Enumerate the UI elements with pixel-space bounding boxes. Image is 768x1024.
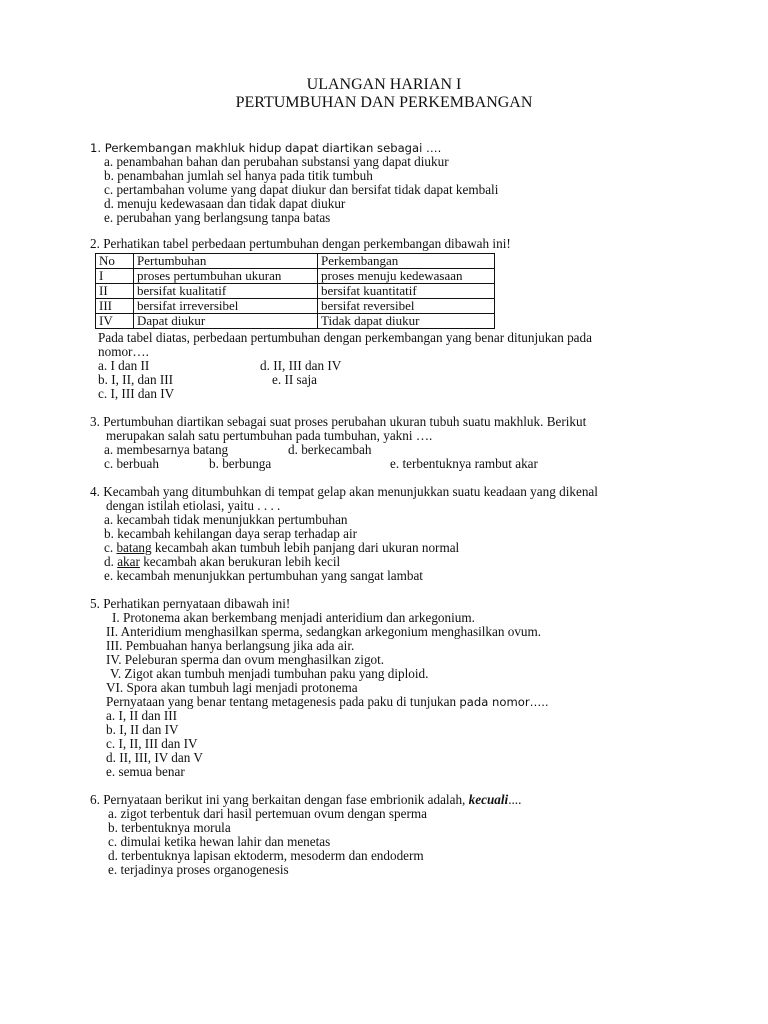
table-cell: Tidak dapat diukur — [318, 314, 495, 329]
option-d: d. menuju kedewasaan dan tidak dapat diukur — [104, 196, 346, 211]
option-e: e. perubahan yang berlangsung tanpa batas — [104, 210, 331, 225]
question-stem — [90, 793, 521, 807]
option-b: b. penambahan jumlah sel hanya pada titik tumbuh — [104, 168, 373, 183]
option-c — [104, 541, 459, 555]
statement-6: VI. Spora akan tumbuh lagi menjadi protonema — [106, 680, 358, 695]
option-a: a. membesarnya batang — [104, 442, 229, 457]
header-cell: No — [96, 254, 134, 269]
option-d: d. berkecambah — [288, 442, 372, 457]
table-cell: III — [96, 299, 134, 314]
emphasis-kecuali: kecuali — [468, 792, 509, 807]
header-cell: Pertumbuhan — [134, 254, 318, 269]
option-d: d. terbentuknya lapisan ektoderm, mesoderm dan endoderm — [108, 848, 424, 863]
table-row — [96, 314, 495, 329]
option-a: a. I, II dan III — [106, 708, 178, 723]
table-cell: IV — [96, 314, 134, 329]
option-e: e. kecambah menunjukkan pertumbuhan yang sangat lambat — [104, 568, 423, 583]
option-a: a. zigot terbentuk dari hasil pertemuan ovum dengan sperma — [108, 806, 427, 821]
question-stem-cont: dengan istilah etiolasi, yaitu . . . . — [106, 498, 281, 513]
table-row — [96, 284, 495, 299]
option-a: a. I dan II — [98, 358, 150, 373]
option-text: kecambah akan tumbuh lebih panjang dari ukuran normal — [151, 540, 460, 555]
option-e: e. terbentuknya rambut akar — [390, 456, 538, 471]
option-prefix: c. — [104, 540, 117, 555]
statement-5: V. Zigot akan tumbuh menjadi tumbuhan paku yang diploid. — [110, 666, 429, 681]
stem-tail: .... — [508, 792, 522, 807]
option-text: kecambah akan berukuran lebih kecil — [139, 554, 341, 569]
table-cell: proses pertumbuhan ukuran — [134, 269, 318, 284]
option-b: b. I, II, dan III — [98, 372, 174, 387]
table-row — [96, 299, 495, 314]
question-stem-cont: merupakan salah satu pertumbuhan pada tumbuhan, yakni …. — [106, 428, 433, 443]
option-b: b. kecambah kehilangan daya serap terhadap air — [104, 526, 358, 541]
statement-2: II. Anteridium menghasilkan sperma, sedangkan arkegonium menghasilkan ovum. — [106, 624, 542, 639]
title-line-2: PERTUMBUHAN DAN PERKEMBANGAN — [235, 94, 533, 111]
prompt-text: Pernyataan yang benar tentang metagenesis pada paku di tunjukan — [106, 694, 460, 709]
question-stem: 1. Perkembangan makhluk hidup dapat diartikan sebagai …. — [90, 141, 442, 155]
option-d: d. II, III dan IV — [260, 358, 342, 373]
question-stem: 5. Perhatikan pernyataan dibawah ini! — [90, 596, 291, 611]
table-row — [96, 269, 495, 284]
option-e: e. semua benar — [106, 764, 185, 779]
table-cell: II — [96, 284, 134, 299]
option-b: b. terbentuknya morula — [108, 820, 231, 835]
underlined-word: akar — [117, 554, 140, 569]
statement-1: I. Protonema akan berkembang menjadi anteridium dan arkegonium. — [112, 610, 475, 625]
option-c: c. I, II, III dan IV — [106, 736, 198, 751]
stem-text: 6. Pernyataan berikut ini yang berkaitan dengan fase embrionik adalah, — [90, 792, 469, 807]
question-prompt — [106, 695, 549, 709]
option-e: e. II saja — [272, 372, 318, 387]
statement-4: IV. Peleburan sperma dan ovum menghasilkan zigot. — [106, 652, 385, 667]
option-c: c. I, III dan IV — [98, 386, 175, 401]
question-stem: 2. Perhatikan tabel perbedaan pertumbuhan dengan perkembangan dibawah ini! — [90, 236, 511, 251]
comparison-table — [95, 253, 495, 329]
table-cell: bersifat reversibel — [318, 299, 495, 314]
table-cell: bersifat irreversibel — [134, 299, 318, 314]
header-cell: Perkembangan — [318, 254, 495, 269]
option-d: d. II, III, IV dan V — [106, 750, 203, 765]
option-e: e. terjadinya proses organogenesis — [108, 862, 289, 877]
underlined-word: batang — [116, 540, 152, 555]
prompt-text-tail: pada nomor….. — [459, 695, 549, 709]
option-b: b. I, II dan IV — [106, 722, 179, 737]
statement-3: III. Pembuahan hanya berlangsung jika ada air. — [106, 638, 355, 653]
table-cell: I — [96, 269, 134, 284]
table-cell: bersifat kuantitatif — [318, 284, 495, 299]
option-a: a. penambahan bahan dan perubahan substansi yang dapat diukur — [104, 154, 449, 169]
option-d — [104, 555, 340, 569]
option-a: a. kecambah tidak menunjukkan pertumbuhan — [104, 512, 348, 527]
table-cell: proses menuju kedewasaan — [318, 269, 495, 284]
title-line-1: ULANGAN HARIAN I — [306, 76, 462, 93]
option-c: c. berbuah — [104, 456, 159, 471]
table-followup: Pada tabel diatas, perbedaan pertumbuhan dengan perkembangan yang benar ditunjukan pada — [98, 330, 592, 345]
option-c: c. dimulai ketika hewan lahir dan menetas — [108, 834, 331, 849]
question-stem: 4. Kecambah yang ditumbuhkan di tempat gelap akan menunjukkan suatu keadaan yang dikenal — [90, 484, 598, 499]
option-c: c. pertambahan volume yang dapat diukur dan bersifat tidak dapat kembali — [104, 182, 499, 197]
option-prefix: d. — [104, 554, 118, 569]
option-b: b. berbunga — [209, 456, 272, 471]
question-stem: 3. Pertumbuhan diartikan sebagai suat proses perubahan ukuran tubuh suatu makhluk. Berikut — [90, 414, 587, 429]
table-cell: Dapat diukur — [134, 314, 318, 329]
table-followup-cont: nomor…. — [98, 344, 149, 359]
table-cell: bersifat kualitatif — [134, 284, 318, 299]
table-header-row — [96, 254, 495, 269]
